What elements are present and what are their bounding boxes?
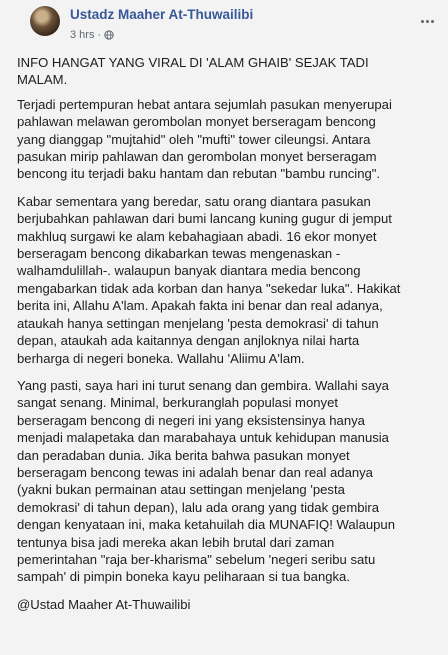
post-meta <box>70 29 114 41</box>
post-paragraph: Terjadi pertempuran hebat antara sejumlah pasukan menyerupai pahlawan melawan gerombolan monyet berseragam bencong yang dianggap "mujtahid" oleh "mufti" tower cileungsi. Antara pasukan mirip pahlawan dan gerombolan monyet berseragam bencong itu terjadi baku hantam dan rebutan "bambu runcing". <box>17 96 392 182</box>
author-name[interactable]: Ustadz Maaher At-Thuwailibi <box>70 7 254 22</box>
post-body <box>17 54 435 623</box>
more-options-icon[interactable] <box>418 12 436 30</box>
post-signature: @Ustad Maaher At-Thuwailibi <box>17 596 191 612</box>
post-header <box>0 0 448 48</box>
post-time[interactable]: 3 hrs <box>70 29 95 41</box>
avatar[interactable] <box>30 6 60 36</box>
post-paragraph: Kabar sementara yang beredar, satu orang diantara pasukan berjubahkan pahlawan dari bumi lancang kuning gugur di jemput makhluq surgawi ke alam kebahagiaan abadi. 16 ekor monyet berseragam bencong dikabarkan tewas mengenaskan - walhamdulillah-. walaupun banyak diantara media bencong mengabarkan tidak ada korban dan hanya "sekedar luka". Hakikat berita ini, Allahu A'lam. Apakah fakta ini benar dan real adanya, ataukah hanya settingan menjelang 'pesta demokrasi' di tahun depan, ataukah ada kaitannya dengan anjloknya nilai harta berharga di negeri boneka. Wallahu 'Aliimu A'lam. <box>17 193 401 366</box>
meta-separator: · <box>97 29 102 41</box>
post-paragraph: Yang pasti, saya hari ini turut senang dan gembira. Wallahi saya sangat senang. Minimal, berkuranglah populasi monyet berseragam bencong di negeri ini yang eksistensinya hanya menjadi malapetaka dan marabahaya untuk kehidupan manusia dan peradaban dunia. Jika berita bahwa pasukan monyet berseragam bencong tewas ini adalah benar dan real adanya (yakni bukan permainan atau settingan menjelang 'pesta demokrasi' di tahun depan), lalu ada orang yang tidak gembira dengan kenyataan ini, maka ketahuilah dia MUNAFIQ! Walaupun tentunya bisa jadi mereka akan lebih brutal dari zaman pemerintahan "raja ber-kharisma" sebelum 'negeri seribu satu sampah' di pimpin boneka kayu peliharaan si tua bangka. <box>17 377 395 585</box>
post-headline: INFO HANGAT YANG VIRAL DI 'ALAM GHAIB' SEJAK TADI MALAM. <box>17 55 369 88</box>
globe-icon <box>104 30 114 40</box>
